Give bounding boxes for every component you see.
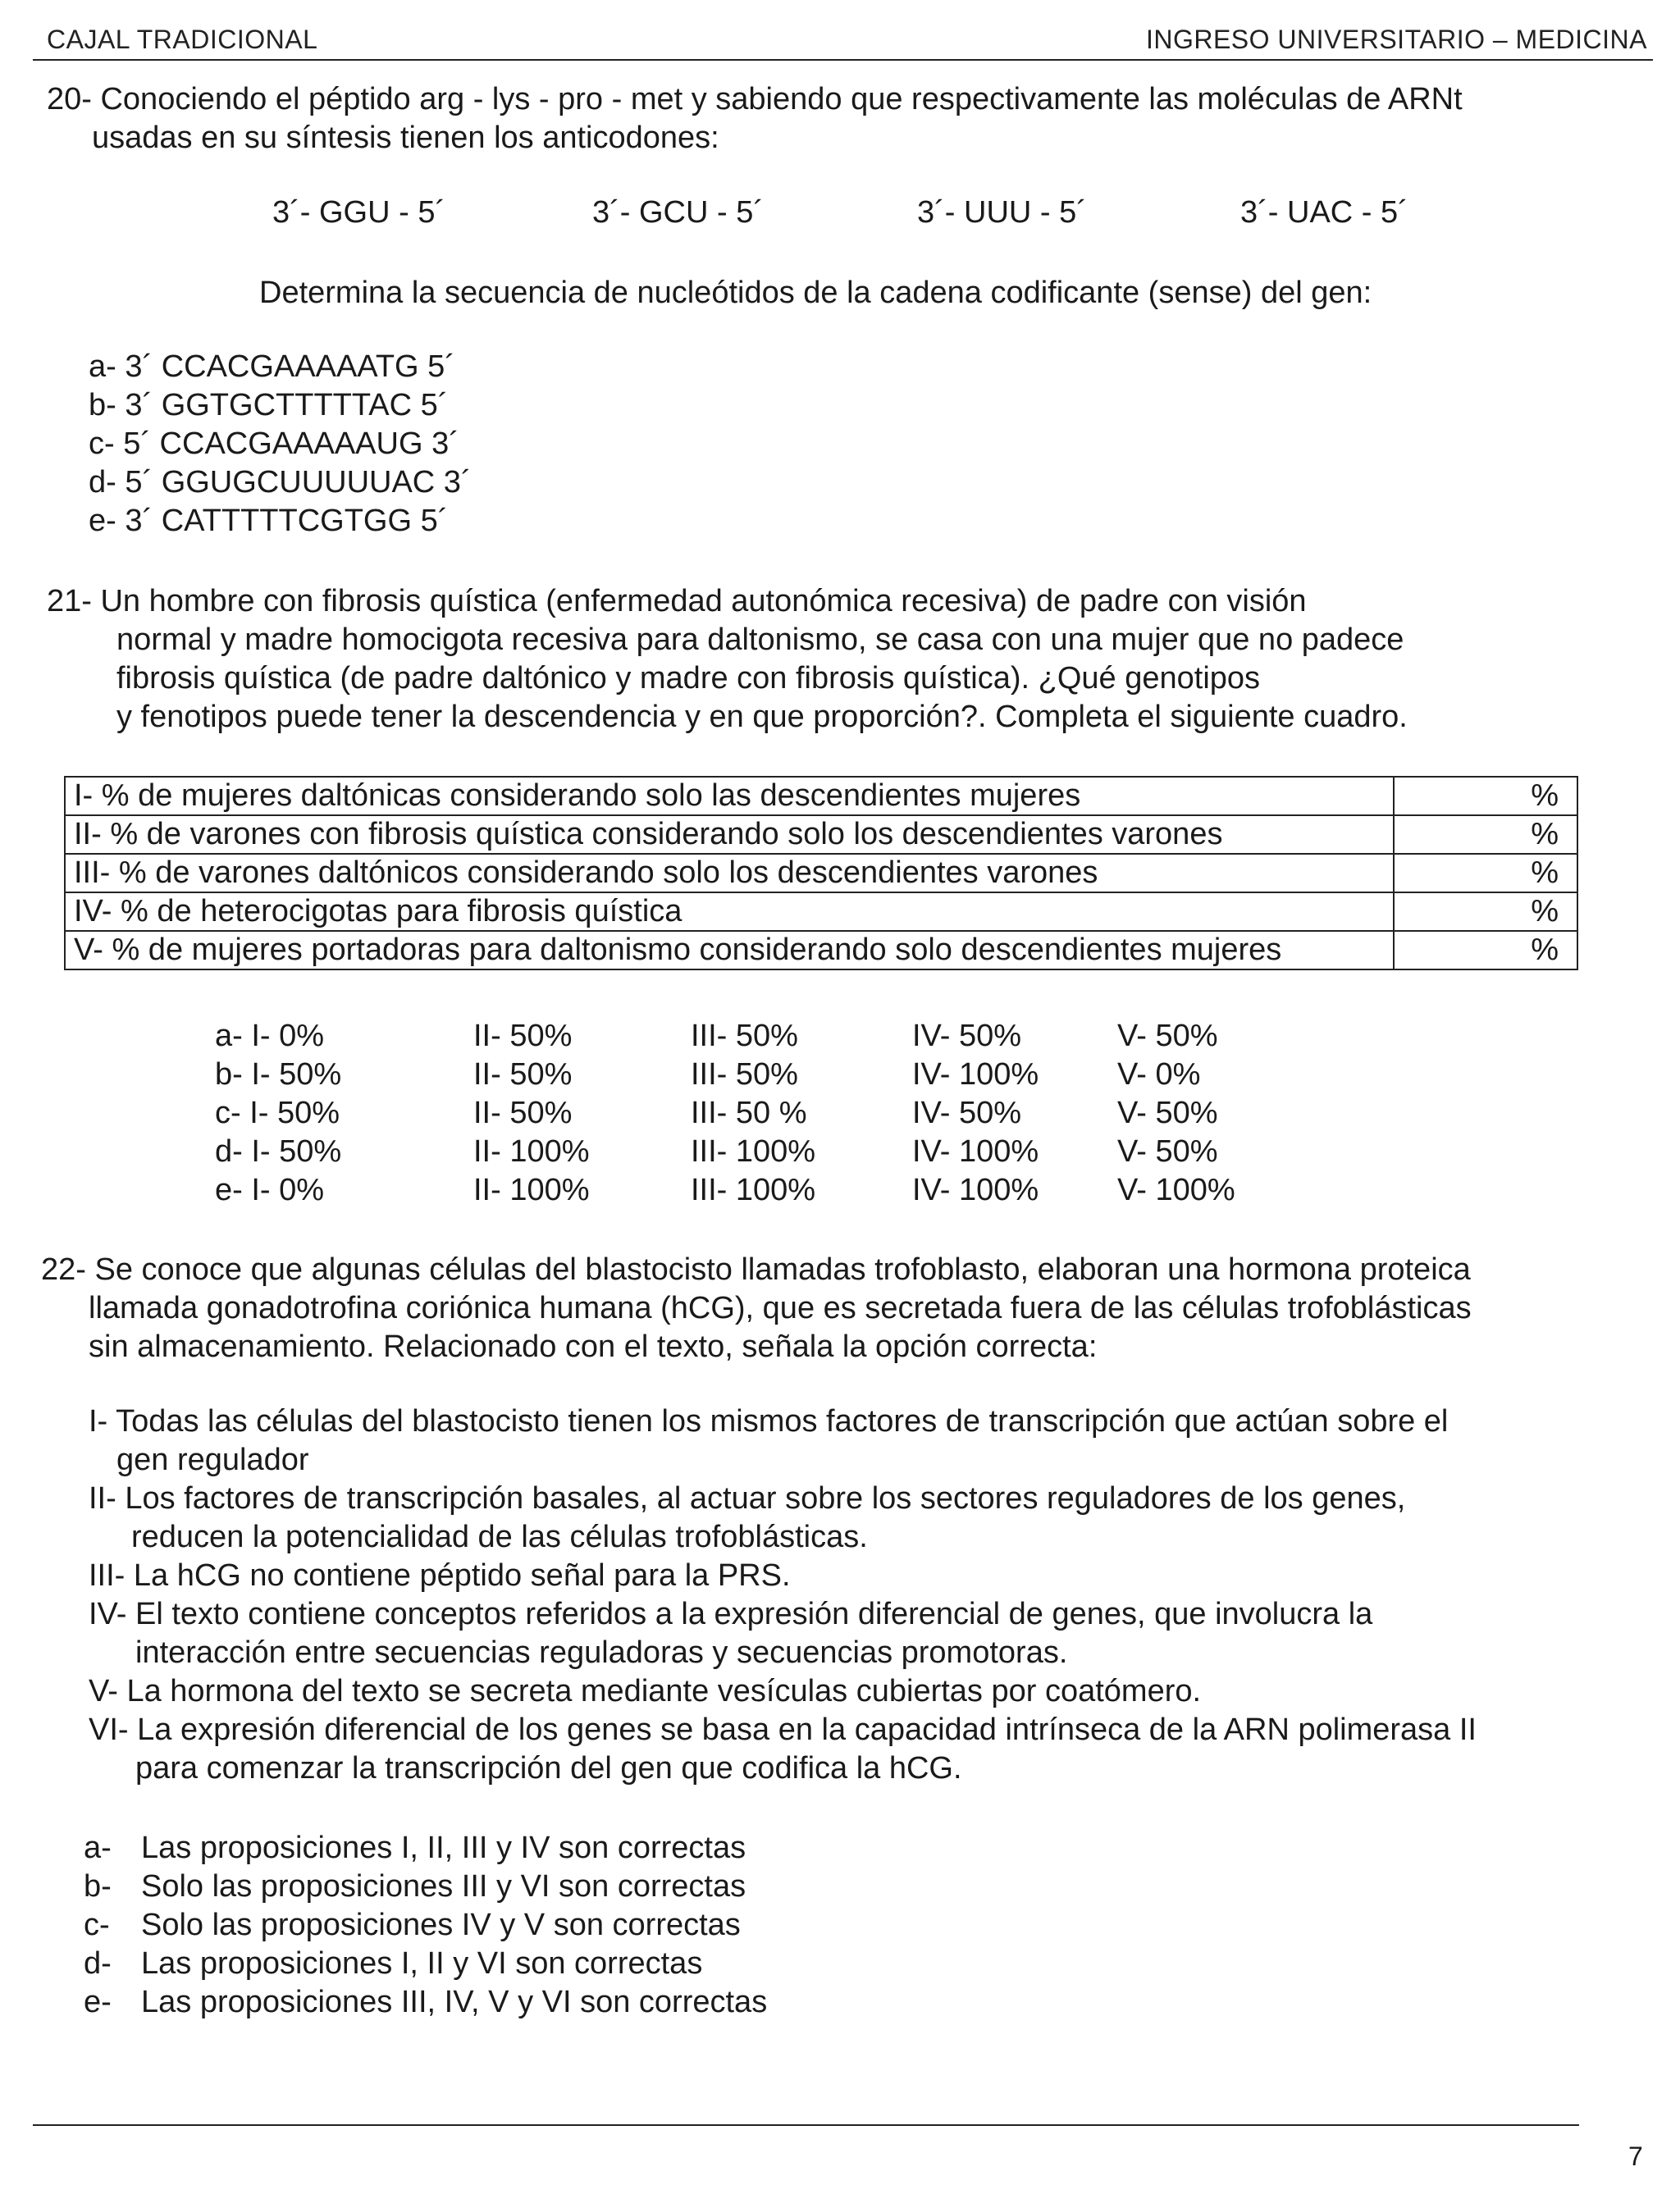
header-left: CAJAL TRADICIONAL [47, 25, 318, 54]
footer-rule [33, 2124, 1579, 2126]
q20-stem-line-1: 20- Conociendo el péptido arg - lys - pro - met y sabiendo que respectivamente las moléculas de ARNt [47, 82, 1463, 116]
q21-table-unit-4: % [1394, 892, 1577, 931]
q21-option-c-ii: II- 50% [473, 1096, 573, 1130]
q21-option-c-iii: III- 50 % [691, 1096, 807, 1130]
q20-anticodon-3: 3´- UUU - 5´ [917, 195, 1087, 230]
q20-option-e: e- 3´ CATTTTTCGTGG 5´ [89, 504, 449, 538]
q21-table-label-3: III- % de varones daltónicos considerando solo los descendientes varones [65, 854, 1394, 892]
q21-option-b-iii: III- 50% [691, 1057, 798, 1092]
table-row [65, 777, 1577, 815]
table-row [65, 931, 1577, 969]
q20-anticodon-1: 3´- GGU - 5´ [272, 195, 446, 230]
q21-option-e-v: V- 100% [1117, 1173, 1235, 1207]
q20-option-b: b- 3´ GGTGCTTTTTAC 5´ [89, 388, 449, 422]
q21-stem-line-3: fibrosis quística (de padre daltónico y madre con fibrosis quística). ¿Qué genotipos [116, 661, 1261, 696]
q21-table-unit-2: % [1394, 815, 1577, 854]
q20-option-a: a- 3´ CCACGAAAAATG 5´ [89, 349, 455, 384]
q21-option-e-ii: II- 100% [473, 1173, 590, 1207]
q22-proposition-4-line-2: interacción entre secuencias reguladoras y secuencias promotoras. [135, 1635, 1068, 1670]
q22-option-b-text: Solo las proposiciones III y VI son correctas [141, 1869, 746, 1904]
q21-option-d-i: d- I- 50% [215, 1134, 342, 1169]
q22-proposition-5: V- La hormona del texto se secreta mediante vesículas cubiertas por coatómero. [89, 1674, 1202, 1708]
q21-option-a-ii: II- 50% [473, 1019, 573, 1053]
q22-proposition-2-line-1: II- Los factores de transcripción basales, al actuar sobre los sectores reguladores de los genes, [89, 1481, 1406, 1516]
q22-option-c-text: Solo las proposiciones IV y V son correctas [141, 1908, 741, 1942]
q21-option-c-iv: IV- 50% [912, 1096, 1022, 1130]
q21-stem-line-1: 21- Un hombre con fibrosis quística (enfermedad autonómica recesiva) de padre con visión [47, 584, 1307, 618]
q22-stem-line-2: llamada gonadotrofina coriónica humana (hCG), que es secretada fuera de las células trofoblásticas [89, 1291, 1472, 1325]
q21-option-d-v: V- 50% [1117, 1134, 1218, 1169]
q21-option-a-iii: III- 50% [691, 1019, 798, 1053]
q21-option-b-ii: II- 50% [473, 1057, 573, 1092]
q21-option-e-iv: IV- 100% [912, 1173, 1039, 1207]
q21-table-label-4: IV- % de heterocigotas para fibrosis quística [65, 892, 1394, 931]
q20-option-c: c- 5´ CCACGAAAAAUG 3´ [89, 426, 459, 461]
q22-stem-line-1: 22- Se conoce que algunas células del blastocisto llamadas trofoblasto, elaboran una hormona proteica [41, 1252, 1471, 1287]
q20-instruction: Determina la secuencia de nucleótidos de la cadena codificante (sense) del gen: [259, 276, 1372, 310]
q21-option-b-i: b- I- 50% [215, 1057, 342, 1092]
header-right: INGRESO UNIVERSITARIO – MEDICINA [1145, 25, 1647, 54]
q22-proposition-4-line-1: IV- El texto contiene conceptos referidos a la expresión diferencial de genes, que involucra la [89, 1597, 1373, 1631]
q20-anticodon-2: 3´- GCU - 5´ [592, 195, 764, 230]
q21-table-label-5: V- % de mujeres portadoras para daltonismo considerando solo descendientes mujeres [65, 931, 1394, 969]
q21-option-b-iv: IV- 100% [912, 1057, 1039, 1092]
q21-table-unit-1: % [1394, 777, 1577, 815]
q21-table [64, 776, 1578, 970]
q21-option-d-iii: III- 100% [691, 1134, 816, 1169]
q21-option-a-v: V- 50% [1117, 1019, 1218, 1053]
q22-stem-line-3: sin almacenamiento. Relacionado con el texto, señala la opción correcta: [89, 1330, 1098, 1364]
q21-option-a-i: a- I- 0% [215, 1019, 325, 1053]
q21-option-a-iv: IV- 50% [912, 1019, 1022, 1053]
q20-stem-line-2: usadas en su síntesis tienen los anticodones: [92, 121, 719, 155]
q22-proposition-1-line-2: gen regulador [116, 1443, 309, 1477]
q22-option-a-letter: a- [84, 1831, 112, 1865]
q21-option-e-iii: III- 100% [691, 1173, 816, 1207]
table-row [65, 854, 1577, 892]
page-number: 7 [1628, 2142, 1643, 2171]
q22-proposition-6-line-2: para comenzar la transcripción del gen que codifica la hCG. [135, 1751, 962, 1786]
q22-option-b-letter: b- [84, 1869, 112, 1904]
header-rule [33, 59, 1653, 61]
q21-option-d-ii: II- 100% [473, 1134, 590, 1169]
table-row [65, 815, 1577, 854]
q22-proposition-1-line-1: I- Todas las células del blastocisto tienen los mismos factores de transcripción que actúan sobre el [89, 1404, 1449, 1439]
q22-option-d-letter: d- [84, 1946, 112, 1981]
q22-proposition-6-line-1: VI- La expresión diferencial de los genes se basa en la capacidad intrínseca de la ARN polimerasa II [89, 1713, 1477, 1747]
table-row [65, 892, 1577, 931]
q22-proposition-3: III- La hCG no contiene péptido señal para la PRS. [89, 1558, 791, 1593]
q21-table-label-1: I- % de mujeres daltónicas considerando solo las descendientes mujeres [65, 777, 1394, 815]
q21-option-b-v: V- 0% [1117, 1057, 1201, 1092]
q21-option-e-i: e- I- 0% [215, 1173, 325, 1207]
q20-anticodon-4: 3´- UAC - 5´ [1240, 195, 1408, 230]
q22-option-d-text: Las proposiciones I, II y VI son correctas [141, 1946, 703, 1981]
q21-table-unit-3: % [1394, 854, 1577, 892]
q22-option-e-letter: e- [84, 1985, 112, 2019]
q21-stem-line-2: normal y madre homocigota recesiva para daltonismo, se casa con una mujer que no padece [116, 623, 1404, 657]
q20-option-d: d- 5´ GGUGCUUUUUAC 3´ [89, 465, 472, 499]
q21-option-c-i: c- I- 50% [215, 1096, 340, 1130]
q22-option-a-text: Las proposiciones I, II, III y IV son correctas [141, 1831, 746, 1865]
q21-table-unit-5: % [1394, 931, 1577, 969]
q21-option-d-iv: IV- 100% [912, 1134, 1039, 1169]
q22-option-c-letter: c- [84, 1908, 110, 1942]
q22-option-e-text: Las proposiciones III, IV, V y VI son correctas [141, 1985, 768, 2019]
q21-table-label-2: II- % de varones con fibrosis quística considerando solo los descendientes varones [65, 815, 1394, 854]
q21-stem-line-4: y fenotipos puede tener la descendencia y en que proporción?. Completa el siguiente cuadro. [116, 700, 1408, 734]
q22-proposition-2-line-2: reducen la potencialidad de las células trofoblásticas. [131, 1520, 868, 1554]
q21-option-c-v: V- 50% [1117, 1096, 1218, 1130]
